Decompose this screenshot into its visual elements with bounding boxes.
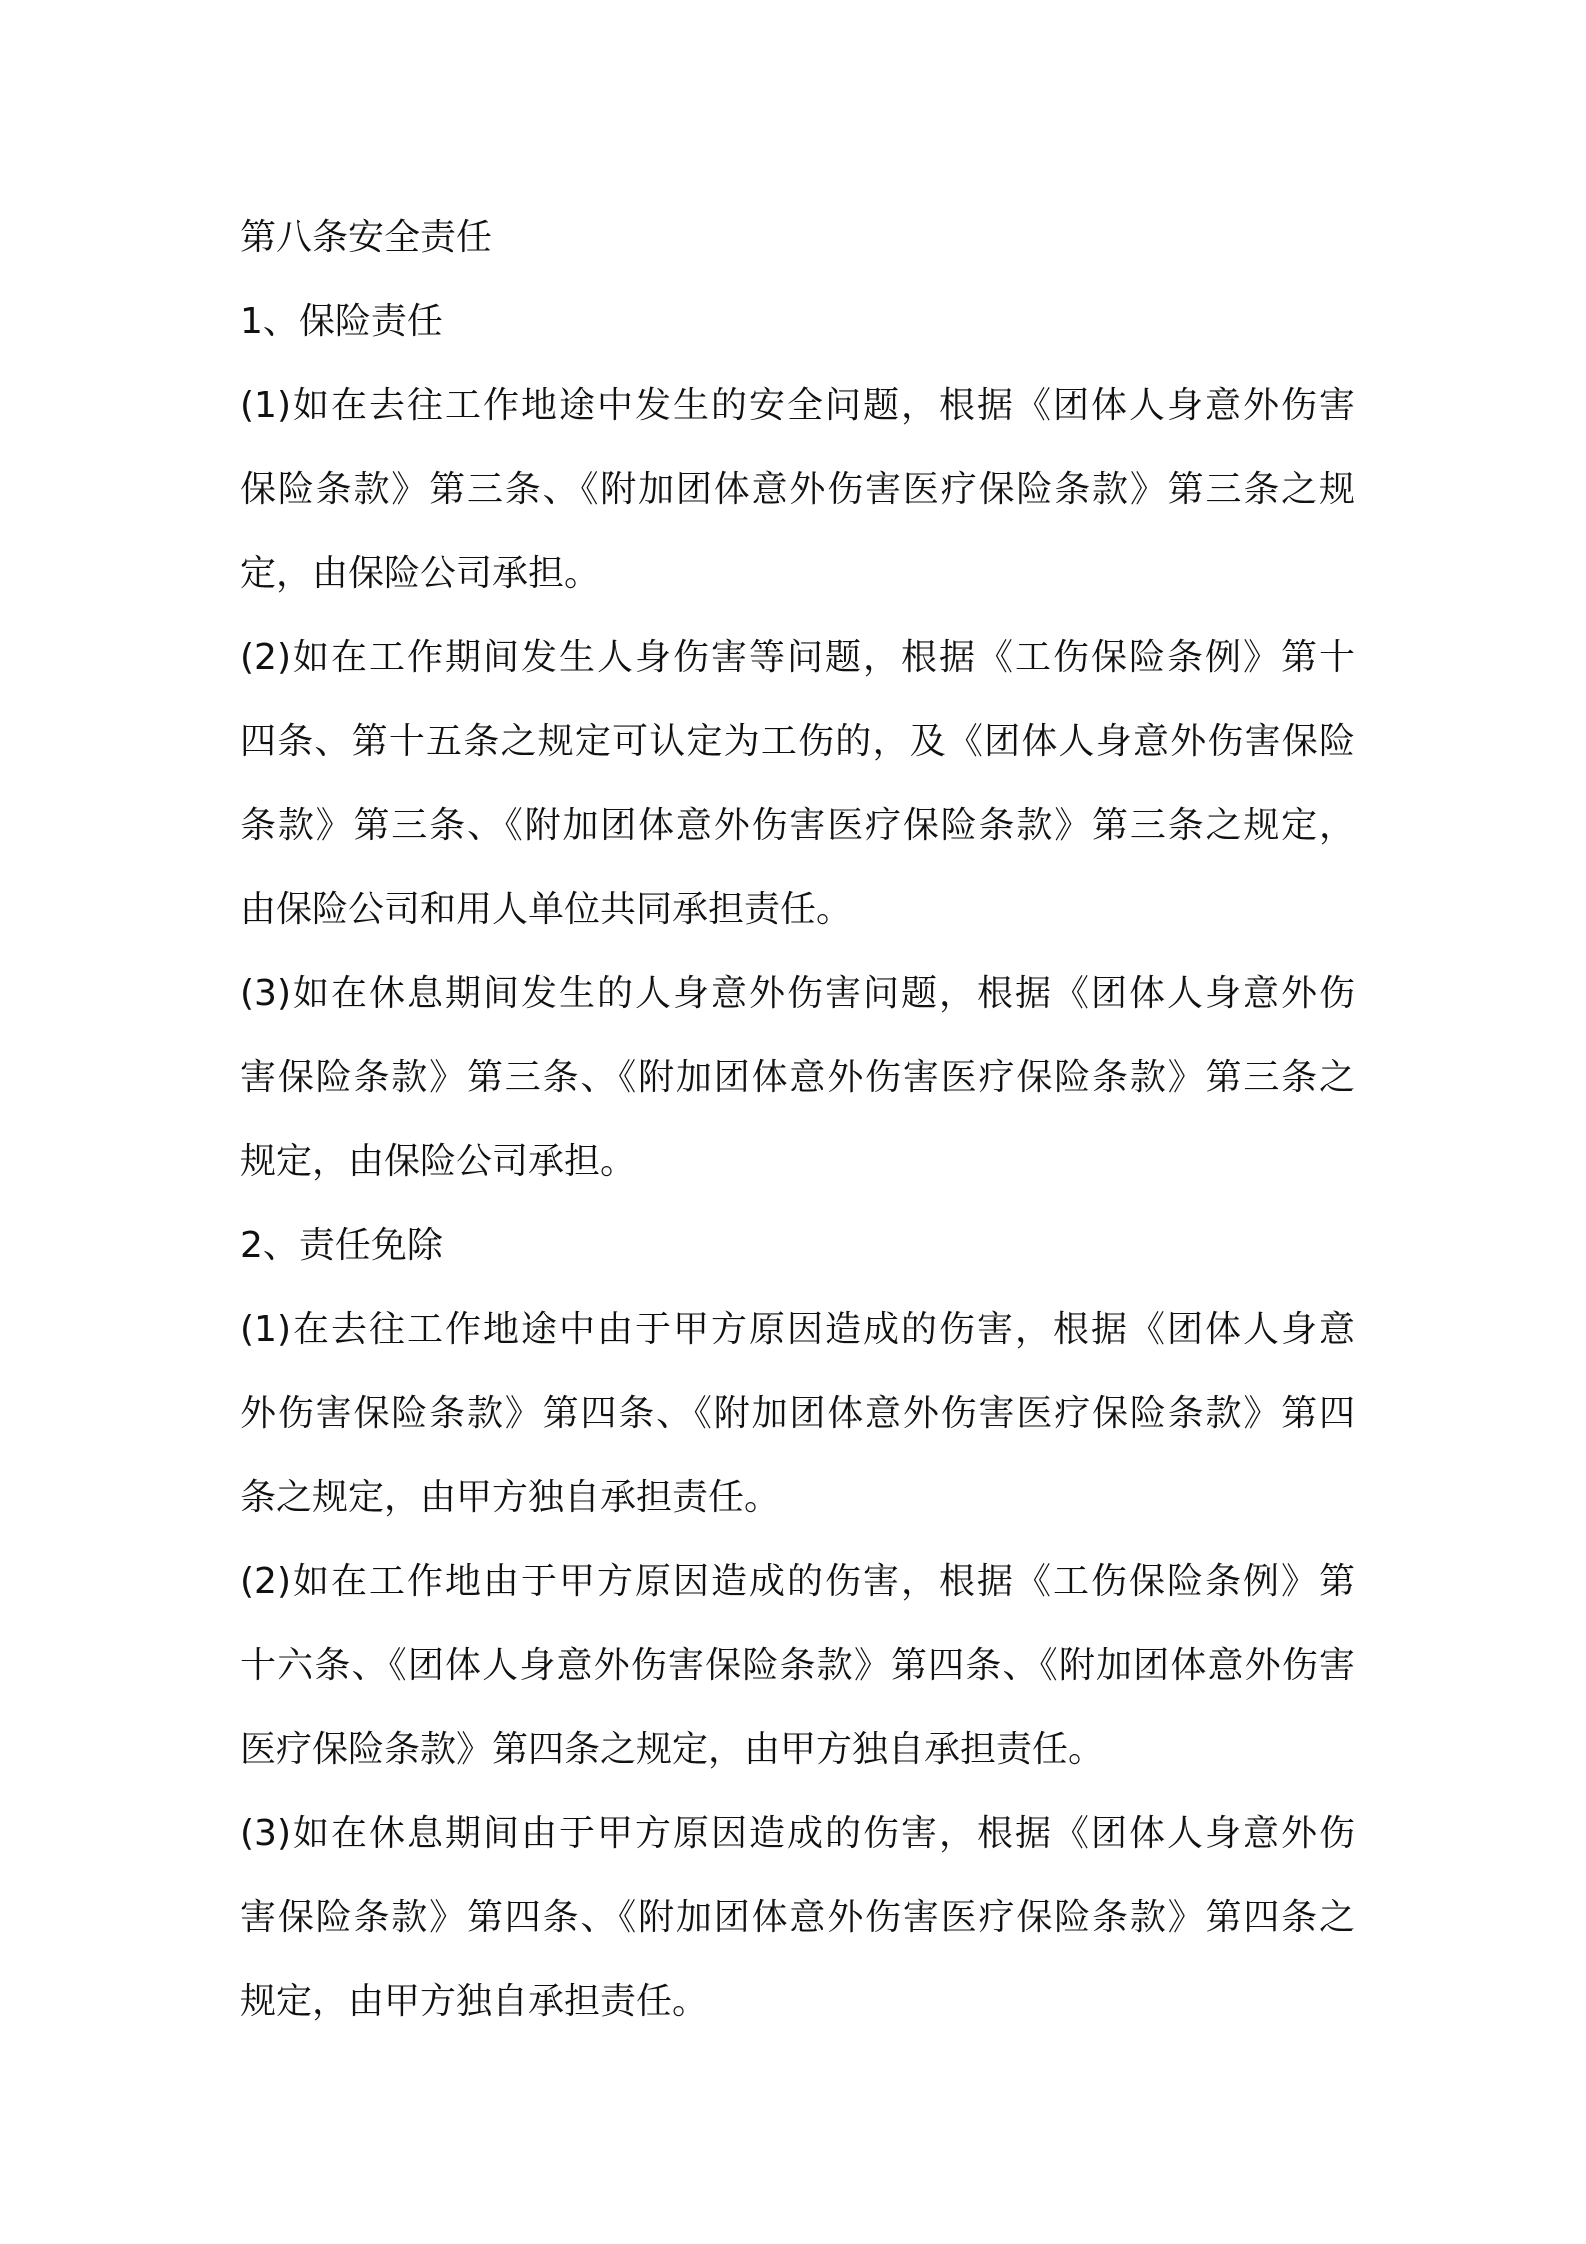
text-line: 医疗保险条款》第四条之规定，由甲方独自承担责任。 [240, 1729, 1105, 1770]
text-line: 保险条款》第三条、《附加团体意外伤害医疗保险条款》第三条之规 [240, 469, 1355, 510]
text-line: (3)如在休息期间发生的人身意外伤害问题，根据《团体人身意外伤 [240, 973, 1355, 1014]
text-line: 由保险公司和用人单位共同承担责任。 [240, 889, 853, 930]
text-line: 定，由保险公司承担。 [240, 553, 601, 594]
section-heading-exemption: 2、责任免除 [240, 1225, 443, 1266]
text-line: (2)如在工作地由于甲方原因造成的伤害，根据《工伤保险条例》第 [240, 1561, 1355, 1602]
text-line: 条款》第三条、《附加团体意外伤害医疗保险条款》第三条之规定， [240, 805, 1355, 846]
text-line: (1)在去往工作地途中由于甲方原因造成的伤害，根据《团体人身意 [240, 1309, 1355, 1350]
article-heading: 第八条安全责任 [240, 217, 493, 258]
text-line: 规定，由保险公司承担。 [240, 1141, 637, 1182]
text-line: (2)如在工作期间发生人身伤害等问题，根据《工伤保险条例》第十 [240, 637, 1355, 678]
text-line: 害保险条款》第四条、《附加团体意外伤害医疗保险条款》第四条之 [240, 1897, 1355, 1938]
text-line: 害保险条款》第三条、《附加团体意外伤害医疗保险条款》第三条之 [240, 1057, 1355, 1098]
document-body [240, 196, 1355, 2044]
text-line: 四条、第十五条之规定可认定为工伤的，及《团体人身意外伤害保险 [240, 721, 1355, 762]
text-line: 条之规定，由甲方独自承担责任。 [240, 1477, 781, 1518]
text-line: (1)如在去往工作地途中发生的安全问题，根据《团体人身意外伤害 [240, 385, 1355, 426]
text-line: 十六条、《团体人身意外伤害保险条款》第四条、《附加团体意外伤害 [240, 1645, 1355, 1686]
section-heading-insurance-liability: 1、保险责任 [240, 301, 443, 342]
text-line: 规定，由甲方独自承担责任。 [240, 1981, 709, 2022]
text-line: 外伤害保险条款》第四条、《附加团体意外伤害医疗保险条款》第四 [240, 1393, 1355, 1434]
text-line: (3)如在休息期间由于甲方原因造成的伤害，根据《团体人身意外伤 [240, 1813, 1355, 1854]
